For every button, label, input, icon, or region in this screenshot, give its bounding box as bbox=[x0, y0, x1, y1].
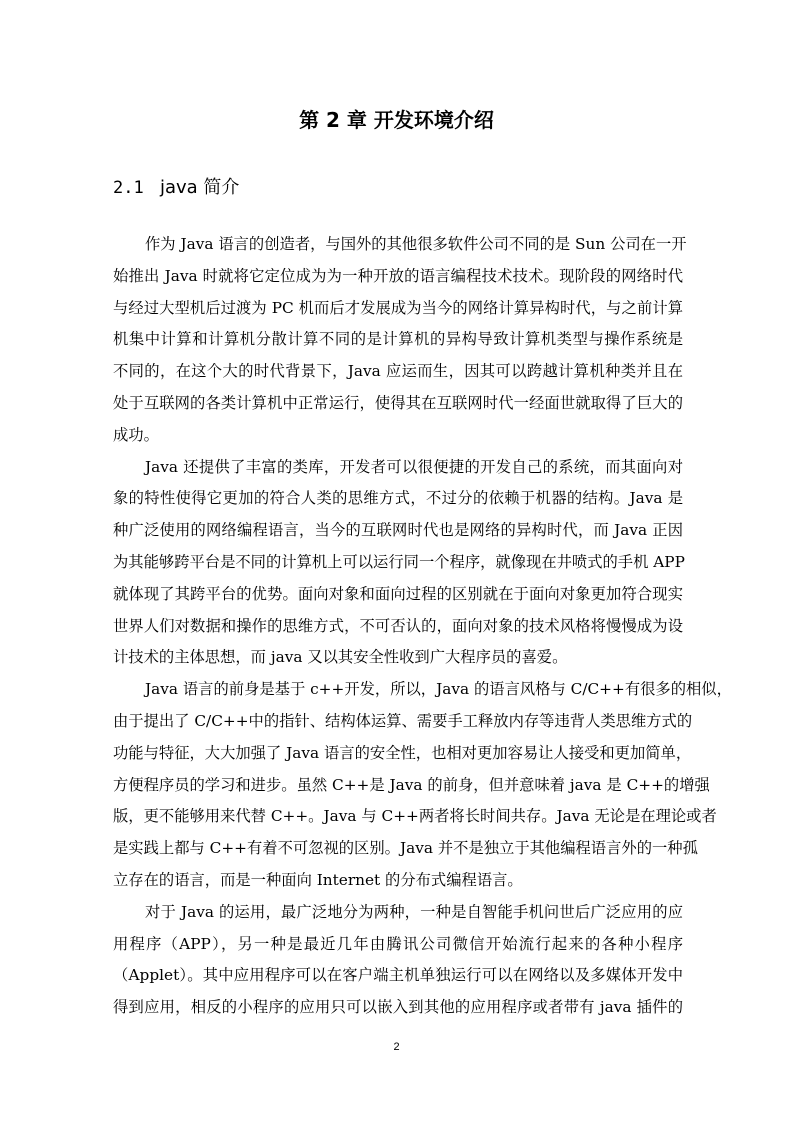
paragraph-line: 立存在的语言，而是一种面向 Internet 的分布式编程语言。 bbox=[113, 870, 523, 889]
paragraph-line: 对于 Java 的运用，最广泛地分为两种，一种是自智能手机问世后广泛应用的应 bbox=[145, 902, 683, 921]
paragraph-line: 计技术的主体思想，而 java 又以其安全性收到广大程序员的喜爱。 bbox=[113, 648, 568, 667]
section-heading bbox=[113, 175, 239, 201]
paragraph-line: （Applet）。其中应用程序可以在客户端主机单独运行可以在网络以及多媒体开发中 bbox=[113, 966, 683, 985]
paragraph-line: Java 还提供了丰富的类库，开发者可以很便捷的开发自己的系统，而其面向对 bbox=[145, 457, 683, 476]
paragraph-line: 作为 Java 语言的创造者，与国外的其他很多软件公司不同的是 Sun 公司在一开 bbox=[145, 235, 687, 253]
paragraph-line: 种广泛使用的网络编程语言，当今的互联网时代也是网络的异构时代，而 Java 正因 bbox=[113, 521, 683, 540]
paragraph-line: 不同的，在这个大的时代背景下，Java 应运而生，因其可以跨越计算机种类并且在 bbox=[113, 362, 683, 381]
page-number: 2 bbox=[393, 1041, 400, 1053]
paragraph-line: 版，更不能够用来代替 C++。Java 与 C++两者将长时间共存。Java 无论是在理论或者 bbox=[113, 807, 717, 826]
paragraph-line: 方便程序员的学习和进步。虽然 C++是 Java 的前身，但并意味着 java 是 C++的增强 bbox=[113, 775, 710, 794]
paragraph-line: 由于提出了 C/C++中的指针、结构体运算、需要手工释放内存等违背人类思维方式的 bbox=[113, 711, 693, 730]
paragraph-line: 处于互联网的各类计算机中正常运行，使得其在互联网时代一经面世就取得了巨大的 bbox=[113, 393, 683, 412]
paragraph-line: 是实践上都与 C++有着不可忽视的区别。Java 并不是独立于其他编程语言外的一种孤 bbox=[113, 839, 698, 858]
paragraph-line: Java 语言的前身是基于 c++开发，所以，Java 的语言风格与 C/C++有很多的相似， bbox=[145, 680, 732, 699]
body-text bbox=[113, 229, 732, 1024]
section-title: java 简介 bbox=[160, 177, 240, 198]
paragraph-line: 功能与特征，大大加强了 Java 语言的安全性，也相对更加容易让人接受和更加简单， bbox=[113, 743, 692, 762]
chapter-title: 第 2 章 开发环境介绍 bbox=[299, 108, 494, 132]
paragraph-line: 世界人们对数据和操作的思维方式，不可否认的，面向对象的技术风格将慢慢成为设 bbox=[113, 616, 683, 635]
paragraph-line: 机集中计算和计算机分散计算不同的是计算机的异构导致计算机类型与操作系统是 bbox=[113, 330, 683, 349]
paragraph-line: 为其能够跨平台是不同的计算机上可以运行同一个程序，就像现在井喷式的手机 APP bbox=[113, 552, 685, 571]
paragraph-line: 成功。 bbox=[113, 425, 159, 444]
paragraph-line: 始推出 Java 时就将它定位成为为一种开放的语言编程技术技术。现阶段的网络时代 bbox=[113, 266, 683, 285]
paragraph-line: 用程序（APP），另一种是最近几年由腾讯公司微信开始流行起来的各种小程序 bbox=[113, 934, 683, 953]
paragraph-line: 得到应用，相反的小程序的应用只可以嵌入到其他的应用程序或者带有 java 插件的 bbox=[113, 998, 683, 1017]
section-number: 2.1 bbox=[113, 178, 144, 198]
paragraph-line: 就体现了其跨平台的优势。面向对象和面向过程的区别就在于面向对象更加符合现实 bbox=[113, 584, 683, 603]
paragraph-line: 与经过大型机后过渡为 PC 机而后才发展成为当今的网络计算异构时代，与之前计算 bbox=[113, 298, 683, 317]
paragraph-line: 象的特性使得它更加的符合人类的思维方式，不过分的依赖于机器的结构。Java 是 bbox=[113, 489, 683, 508]
